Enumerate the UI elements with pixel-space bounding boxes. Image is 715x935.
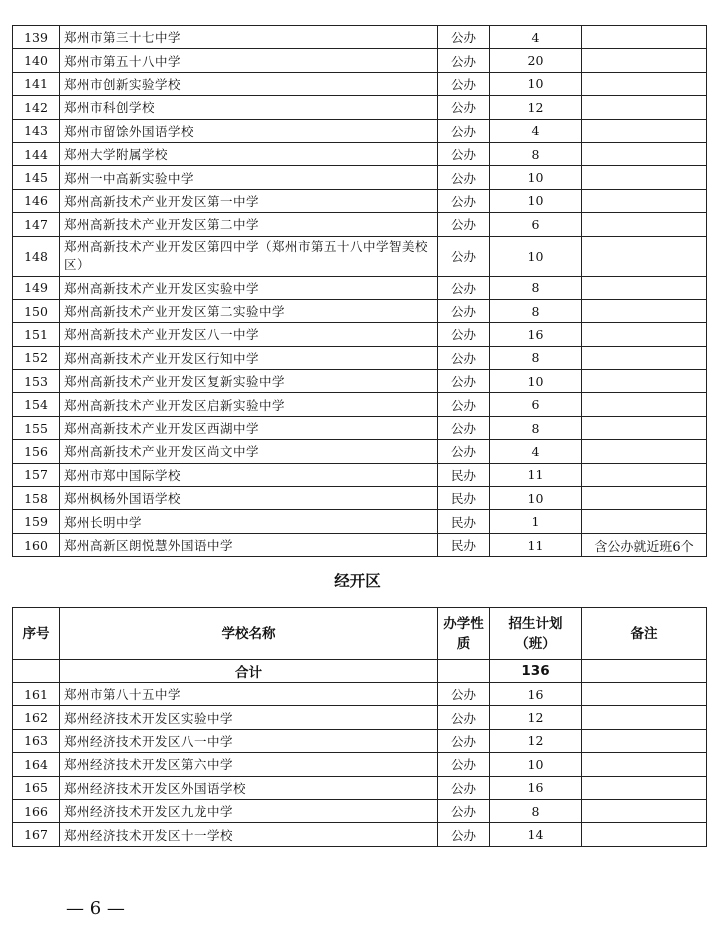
enrollment-plan: 10 [490, 753, 582, 776]
school-type: 公办 [438, 706, 490, 729]
header-name: 学校名称 [60, 608, 438, 660]
enrollment-plan: 12 [490, 706, 582, 729]
remark [582, 776, 707, 799]
remark [582, 142, 707, 165]
remark [582, 706, 707, 729]
school-name: 郑州枫杨外国语学校 [60, 487, 438, 510]
remark [582, 166, 707, 189]
enrollment-plan: 16 [490, 323, 582, 346]
school-name: 郑州经济技术开发区八一中学 [60, 729, 438, 752]
school-name: 郑州经济技术开发区九龙中学 [60, 799, 438, 822]
enrollment-plan: 10 [490, 487, 582, 510]
total-row [13, 660, 707, 683]
school-type: 公办 [438, 393, 490, 416]
remark [582, 346, 707, 369]
header-num: 序号 [13, 608, 60, 660]
enrollment-plan: 8 [490, 416, 582, 439]
table-row [13, 346, 707, 369]
school-type: 公办 [438, 729, 490, 752]
school-type: 公办 [438, 142, 490, 165]
row-number: 165 [13, 776, 60, 799]
enrollment-plan: 6 [490, 213, 582, 236]
remark [582, 463, 707, 486]
row-number: 161 [13, 683, 60, 706]
row-number: 155 [13, 416, 60, 439]
table-row [13, 236, 707, 276]
school-type: 公办 [438, 440, 490, 463]
school-name: 郑州高新技术产业开发区行知中学 [60, 346, 438, 369]
school-type: 公办 [438, 683, 490, 706]
table-row [13, 393, 707, 416]
table-row [13, 276, 707, 299]
school-name: 郑州高新区朗悦慧外国语中学 [60, 533, 438, 556]
enrollment-plan: 12 [490, 96, 582, 119]
school-type: 民办 [438, 533, 490, 556]
enrollment-plan: 8 [490, 276, 582, 299]
school-type: 公办 [438, 72, 490, 95]
school-type: 公办 [438, 26, 490, 49]
remark [582, 299, 707, 322]
enrollment-plan: 8 [490, 346, 582, 369]
enrollment-plan: 20 [490, 49, 582, 72]
school-name: 郑州市第八十五中学 [60, 683, 438, 706]
row-number: 141 [13, 72, 60, 95]
table-row [13, 487, 707, 510]
remark [582, 440, 707, 463]
school-type: 公办 [438, 346, 490, 369]
school-name: 郑州一中高新实验中学 [60, 166, 438, 189]
enrollment-plan: 10 [490, 72, 582, 95]
enrollment-plan: 4 [490, 440, 582, 463]
row-number: 154 [13, 393, 60, 416]
table2-body [13, 660, 707, 847]
school-name: 郑州市科创学校 [60, 96, 438, 119]
school-type: 公办 [438, 119, 490, 142]
remark [582, 729, 707, 752]
remark [582, 799, 707, 822]
row-number: 143 [13, 119, 60, 142]
school-name: 郑州大学附属学校 [60, 142, 438, 165]
school-name: 郑州经济技术开发区第六中学 [60, 753, 438, 776]
table-row [13, 729, 707, 752]
row-number: 159 [13, 510, 60, 533]
row-number: 140 [13, 49, 60, 72]
table-row [13, 166, 707, 189]
remark [582, 323, 707, 346]
school-type: 公办 [438, 189, 490, 212]
enrollment-plan: 10 [490, 370, 582, 393]
school-name: 郑州经济技术开发区实验中学 [60, 706, 438, 729]
enrollment-plan: 10 [490, 166, 582, 189]
header-type: 办学性质 [438, 608, 490, 660]
school-name: 郑州市留馀外国语学校 [60, 119, 438, 142]
enrollment-plan: 8 [490, 299, 582, 322]
enrollment-plan: 10 [490, 236, 582, 276]
remark [582, 72, 707, 95]
table-row [13, 416, 707, 439]
remark [582, 119, 707, 142]
row-number: 144 [13, 142, 60, 165]
school-type: 公办 [438, 96, 490, 119]
remark [582, 96, 707, 119]
table-row [13, 440, 707, 463]
remark [582, 236, 707, 276]
row-number: 139 [13, 26, 60, 49]
school-type: 公办 [438, 49, 490, 72]
table-row [13, 370, 707, 393]
school-name: 郑州市创新实验学校 [60, 72, 438, 95]
row-number: 151 [13, 323, 60, 346]
school-name: 郑州高新技术产业开发区八一中学 [60, 323, 438, 346]
school-type: 公办 [438, 323, 490, 346]
row-number: 160 [13, 533, 60, 556]
school-name: 郑州市郑中国际学校 [60, 463, 438, 486]
table-row [13, 213, 707, 236]
enrollment-plan: 11 [490, 533, 582, 556]
table-row [13, 683, 707, 706]
row-number: 149 [13, 276, 60, 299]
table-row [13, 706, 707, 729]
remark [582, 416, 707, 439]
school-type: 公办 [438, 823, 490, 846]
remark [582, 49, 707, 72]
row-number: 166 [13, 799, 60, 822]
school-name: 郑州高新技术产业开发区西湖中学 [60, 416, 438, 439]
remark [582, 189, 707, 212]
row-number: 142 [13, 96, 60, 119]
table-row [13, 463, 707, 486]
table-row [13, 533, 707, 556]
row-number: 152 [13, 346, 60, 369]
school-type: 公办 [438, 236, 490, 276]
school-type: 公办 [438, 370, 490, 393]
enrollment-plan: 14 [490, 823, 582, 846]
school-name: 郑州高新技术产业开发区第一中学 [60, 189, 438, 212]
enrollment-table-jingkai [12, 607, 707, 847]
remark [582, 26, 707, 49]
school-type: 公办 [438, 299, 490, 322]
remark [582, 213, 707, 236]
remark [582, 753, 707, 776]
remark [582, 487, 707, 510]
table-row [13, 72, 707, 95]
table-row [13, 119, 707, 142]
row-number: 146 [13, 189, 60, 212]
school-type: 公办 [438, 753, 490, 776]
row-number: 157 [13, 463, 60, 486]
row-number: 167 [13, 823, 60, 846]
school-type: 民办 [438, 487, 490, 510]
school-name: 郑州长明中学 [60, 510, 438, 533]
enrollment-plan: 16 [490, 776, 582, 799]
table-row [13, 799, 707, 822]
school-name: 郑州高新技术产业开发区启新实验中学 [60, 393, 438, 416]
table-row [13, 753, 707, 776]
enrollment-plan: 8 [490, 142, 582, 165]
table-row [13, 823, 707, 846]
header-plan: 招生计划（班） [490, 608, 582, 660]
school-name: 郑州高新技术产业开发区第四中学（郑州市第五十八中学智美校区） [60, 236, 438, 276]
row-number: 163 [13, 729, 60, 752]
school-name: 郑州高新技术产业开发区第二中学 [60, 213, 438, 236]
table-row [13, 49, 707, 72]
school-name: 郑州高新技术产业开发区复新实验中学 [60, 370, 438, 393]
school-type: 民办 [438, 463, 490, 486]
remark [582, 370, 707, 393]
enrollment-plan: 12 [490, 729, 582, 752]
school-type: 公办 [438, 776, 490, 799]
school-type: 公办 [438, 166, 490, 189]
table1-body [13, 26, 707, 557]
remark [582, 393, 707, 416]
row-number: 147 [13, 213, 60, 236]
school-type: 公办 [438, 799, 490, 822]
school-name: 郑州市第五十八中学 [60, 49, 438, 72]
enrollment-table-part1 [12, 25, 707, 557]
enrollment-plan: 11 [490, 463, 582, 486]
school-type: 民办 [438, 510, 490, 533]
school-name: 郑州经济技术开发区十一学校 [60, 823, 438, 846]
school-name: 郑州市第三十七中学 [60, 26, 438, 49]
total-value: 136 [490, 660, 582, 683]
row-number: 162 [13, 706, 60, 729]
page-number: — 6 — [66, 898, 125, 919]
row-number: 156 [13, 440, 60, 463]
remark [582, 823, 707, 846]
remark [582, 510, 707, 533]
school-name: 郑州高新技术产业开发区第二实验中学 [60, 299, 438, 322]
section-title-jingkai: 经开区 [334, 572, 381, 590]
school-type: 公办 [438, 416, 490, 439]
row-number: 158 [13, 487, 60, 510]
table-row [13, 510, 707, 533]
enrollment-plan: 16 [490, 683, 582, 706]
school-name: 郑州经济技术开发区外国语学校 [60, 776, 438, 799]
enrollment-plan: 4 [490, 26, 582, 49]
remark [582, 683, 707, 706]
table-row [13, 26, 707, 49]
table-row [13, 776, 707, 799]
table-row [13, 96, 707, 119]
enrollment-plan: 10 [490, 189, 582, 212]
row-number: 153 [13, 370, 60, 393]
table-row [13, 142, 707, 165]
enrollment-plan: 4 [490, 119, 582, 142]
total-label: 合计 [60, 660, 438, 683]
row-number: 164 [13, 753, 60, 776]
table-row [13, 189, 707, 212]
table-row [13, 299, 707, 322]
enrollment-plan: 1 [490, 510, 582, 533]
school-type: 公办 [438, 276, 490, 299]
table-row [13, 323, 707, 346]
row-number: 148 [13, 236, 60, 276]
enrollment-plan: 8 [490, 799, 582, 822]
school-type: 公办 [438, 213, 490, 236]
row-number: 150 [13, 299, 60, 322]
header-row [13, 608, 707, 660]
row-number: 145 [13, 166, 60, 189]
school-name: 郑州高新技术产业开发区尚文中学 [60, 440, 438, 463]
remark [582, 276, 707, 299]
header-note: 备注 [582, 608, 707, 660]
enrollment-plan: 6 [490, 393, 582, 416]
school-name: 郑州高新技术产业开发区实验中学 [60, 276, 438, 299]
remark: 含公办就近班6个 [582, 533, 707, 556]
